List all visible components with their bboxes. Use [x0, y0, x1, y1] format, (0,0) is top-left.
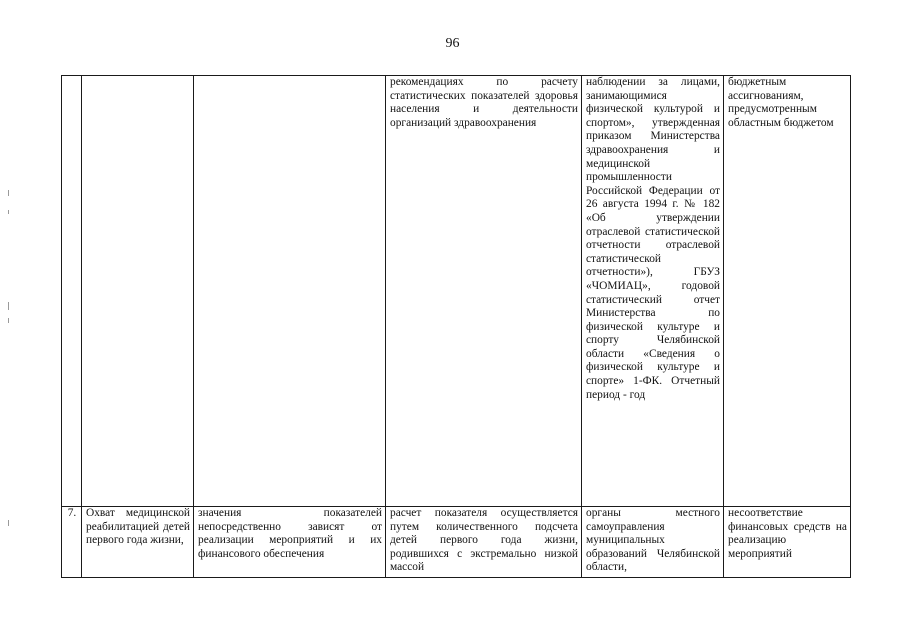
scan-edge-mark [8, 302, 9, 310]
scan-edge-mark [8, 318, 9, 323]
calculation-method-text: рекомендациях по расчету статистических показателей здоровья населения и деятельности организаций здравоохранения [390, 76, 578, 129]
scan-edge-mark [8, 520, 9, 526]
cell-indicator-name [82, 507, 194, 578]
row-number: 7. [67, 507, 77, 519]
indicator-name-text: Охват медицинской реабилитацией детей первого года жизни, [86, 507, 190, 547]
cell-data-source [582, 507, 724, 578]
cell-risks [724, 507, 851, 578]
table-row-continuation [62, 76, 851, 507]
table-row-7 [62, 507, 851, 578]
dependency-text: значения показателей непосредственно зависят от реализации мероприятий и их финансового обеспечения [198, 507, 382, 560]
data-source-text: наблюдении за лицами, занимающимися физической культурой и спортом», утвержденная приказом Министерства здравоохранения и медицинской промышленности Российской Федерации от 26 августа 1994 г. № 182 «Об утверждении отраслевой статистической отчетности отраслевой статистической отчетности»), ГБУЗ «ЧОМИАЦ», годовой статистический отчет Министерства по физической культуре и спорту Челябинской области «Сведения о физической культуре и спорте» 1-ФК. Отчетный период - год [586, 76, 720, 401]
scan-edge-mark [8, 190, 9, 196]
page-number: 96 [445, 36, 460, 51]
data-source-text: органы местного самоуправления муниципальных образований Челябинской области, [586, 507, 720, 574]
cell-number [62, 76, 82, 507]
calculation-method-text: расчет показателя осуществляется путем количественного подсчета детей первого года жизни, родившихся с экстремально низкой массой [390, 507, 578, 574]
cell-dependency [194, 76, 386, 507]
cell-risks [724, 76, 851, 507]
scan-edge-mark [8, 210, 9, 214]
cell-calculation-method [386, 507, 582, 578]
risks-text: бюджетным ассигнованиям, предусмотренным областным бюджетом [728, 76, 834, 129]
cell-indicator-name [82, 76, 194, 507]
cell-dependency [194, 507, 386, 578]
cell-calculation-method [386, 76, 582, 507]
cell-number [62, 507, 82, 578]
cell-data-source [582, 76, 724, 507]
risks-text: несоответствие финансовых средств на реализацию мероприятий [728, 507, 847, 560]
indicators-table [61, 75, 851, 578]
